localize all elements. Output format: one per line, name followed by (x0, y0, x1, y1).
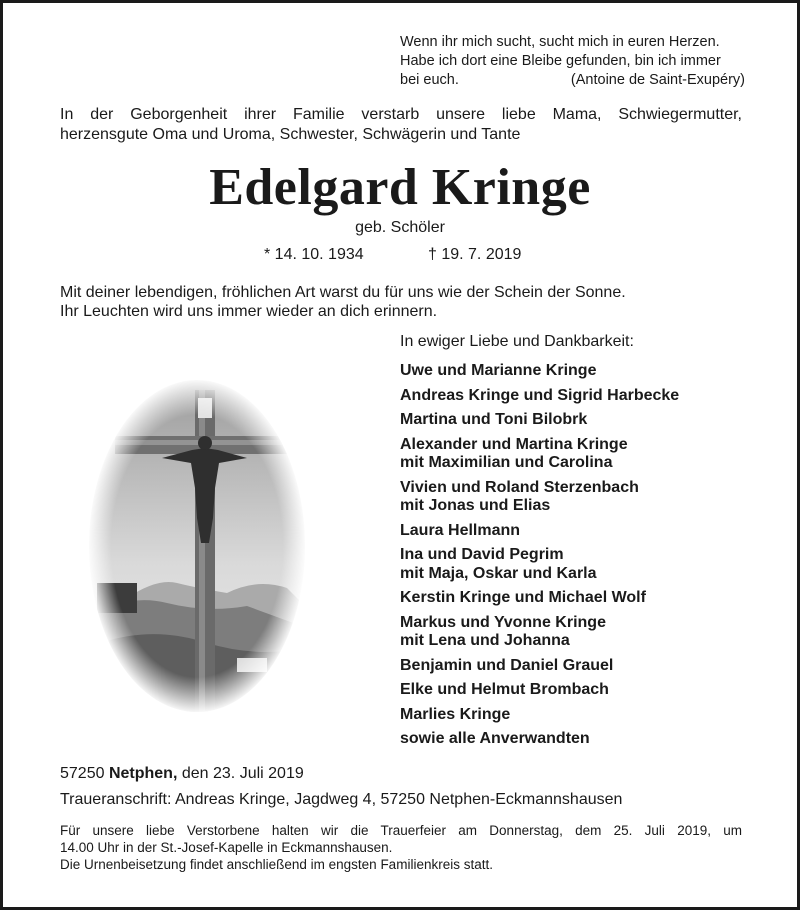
mourner-line: Martina und Toni Bilobrk (400, 411, 588, 428)
mourner-line: Andreas Kringe und Sigrid Harbecke (400, 386, 680, 404)
quote-line-1: Wenn ihr mich sucht, sucht mich in euren Herzen. (400, 34, 720, 50)
mourner-entry (400, 479, 780, 516)
mourner-entry (400, 546, 780, 583)
intro-line-1: In der Geborgenheit ihrer Familie verstarb unsere liebe Mama, Schwiegermutter, (60, 106, 742, 123)
mourner-entry (400, 730, 780, 749)
mourning-address: Traueranschrift: Andreas Kringe, Jagdweg 4, 57250 Netphen-Eckmannshausen (60, 791, 623, 808)
town: Netphen, (108, 765, 178, 782)
mourner-entry (400, 706, 780, 725)
mourner-line: sowie alle Anverwandten (400, 730, 590, 747)
mourner-line: Markus und Yvonne Kringe (400, 613, 606, 631)
mourner-entry (400, 614, 780, 651)
mourner-line: mit Maximilian und Carolina (400, 454, 613, 471)
mourner-entry (400, 387, 780, 406)
mourner-line: mit Lena und Johanna (400, 632, 570, 649)
mourners-list (400, 362, 780, 755)
verse-line-2: Ihr Leuchten wird uns immer wieder an dich erinnern. (60, 303, 438, 320)
verse-line-1: Mit deiner lebendigen, fröhlichen Art warst du für uns wie der Schein der Sonne. (60, 284, 626, 301)
notice-date: den 23. Juli 2019 (181, 765, 304, 782)
mourner-entry (400, 657, 780, 676)
death-date: † 19. 7. 2019 (428, 246, 522, 263)
service-line-2: 14.00 Uhr in der St.-Josef-Kapelle in Eckmannshausen. (60, 840, 393, 855)
intro-text (60, 105, 742, 145)
mourner-line: Benjamin und Daniel Grauel (400, 656, 614, 674)
quote-line-3: bei euch. (400, 72, 459, 88)
crucifix-photo (87, 378, 307, 714)
mourner-line: Vivien und Roland Sterzenbach (400, 478, 639, 496)
mourner-line: mit Jonas und Elias (400, 497, 551, 514)
mourner-line: Laura Hellmann (400, 521, 521, 539)
quote-last-line (400, 71, 745, 90)
epigraph-quote (400, 33, 745, 90)
quote-author: (Antoine de Saint-Exupéry) (570, 72, 745, 88)
mourner-entry (400, 362, 780, 381)
mourner-line: Alexander und Martina Kringe (400, 435, 628, 453)
memorial-verse (60, 283, 750, 321)
birth-name: geb. Schöler (355, 219, 445, 236)
mourner-line: Marlies Kringe (400, 705, 511, 723)
birth-date: * 14. 10. 1934 (264, 246, 364, 263)
intro-line-2: herzensgute Oma und Uroma, Schwester, Schwägerin und Tante (60, 126, 521, 143)
service-info (60, 822, 742, 873)
place-and-date (60, 765, 304, 783)
postcode: 57250 (60, 765, 105, 782)
mourner-line: Uwe und Marianne Kringe (400, 362, 597, 379)
service-line-3: Die Urnenbeisetzung findet anschließend im engsten Familienkreis statt. (60, 857, 493, 872)
deceased-name: Edelgard Kringe (209, 159, 591, 216)
service-line-1: Für unsere liebe Verstorbene halten wir die Trauerfeier am Donnerstag, dem 25. Juli 2019, um (60, 823, 742, 838)
mourner-entry (400, 589, 780, 608)
mourner-line: Ina und David Pegrim (400, 546, 564, 563)
mourner-entry (400, 522, 780, 541)
mourner-entry (400, 681, 780, 700)
mourner-entry (400, 436, 780, 473)
dedication-line: In ewiger Liebe und Dankbarkeit: (400, 333, 634, 350)
mourner-line: Elke und Helmut Brombach (400, 681, 609, 698)
mourner-entry (400, 411, 780, 430)
quote-line-2: Habe ich dort eine Bleibe gefunden, bin ich immer (400, 53, 721, 69)
mourner-line: mit Maja, Oskar und Karla (400, 564, 597, 582)
mourner-line: Kerstin Kringe und Michael Wolf (400, 589, 646, 606)
